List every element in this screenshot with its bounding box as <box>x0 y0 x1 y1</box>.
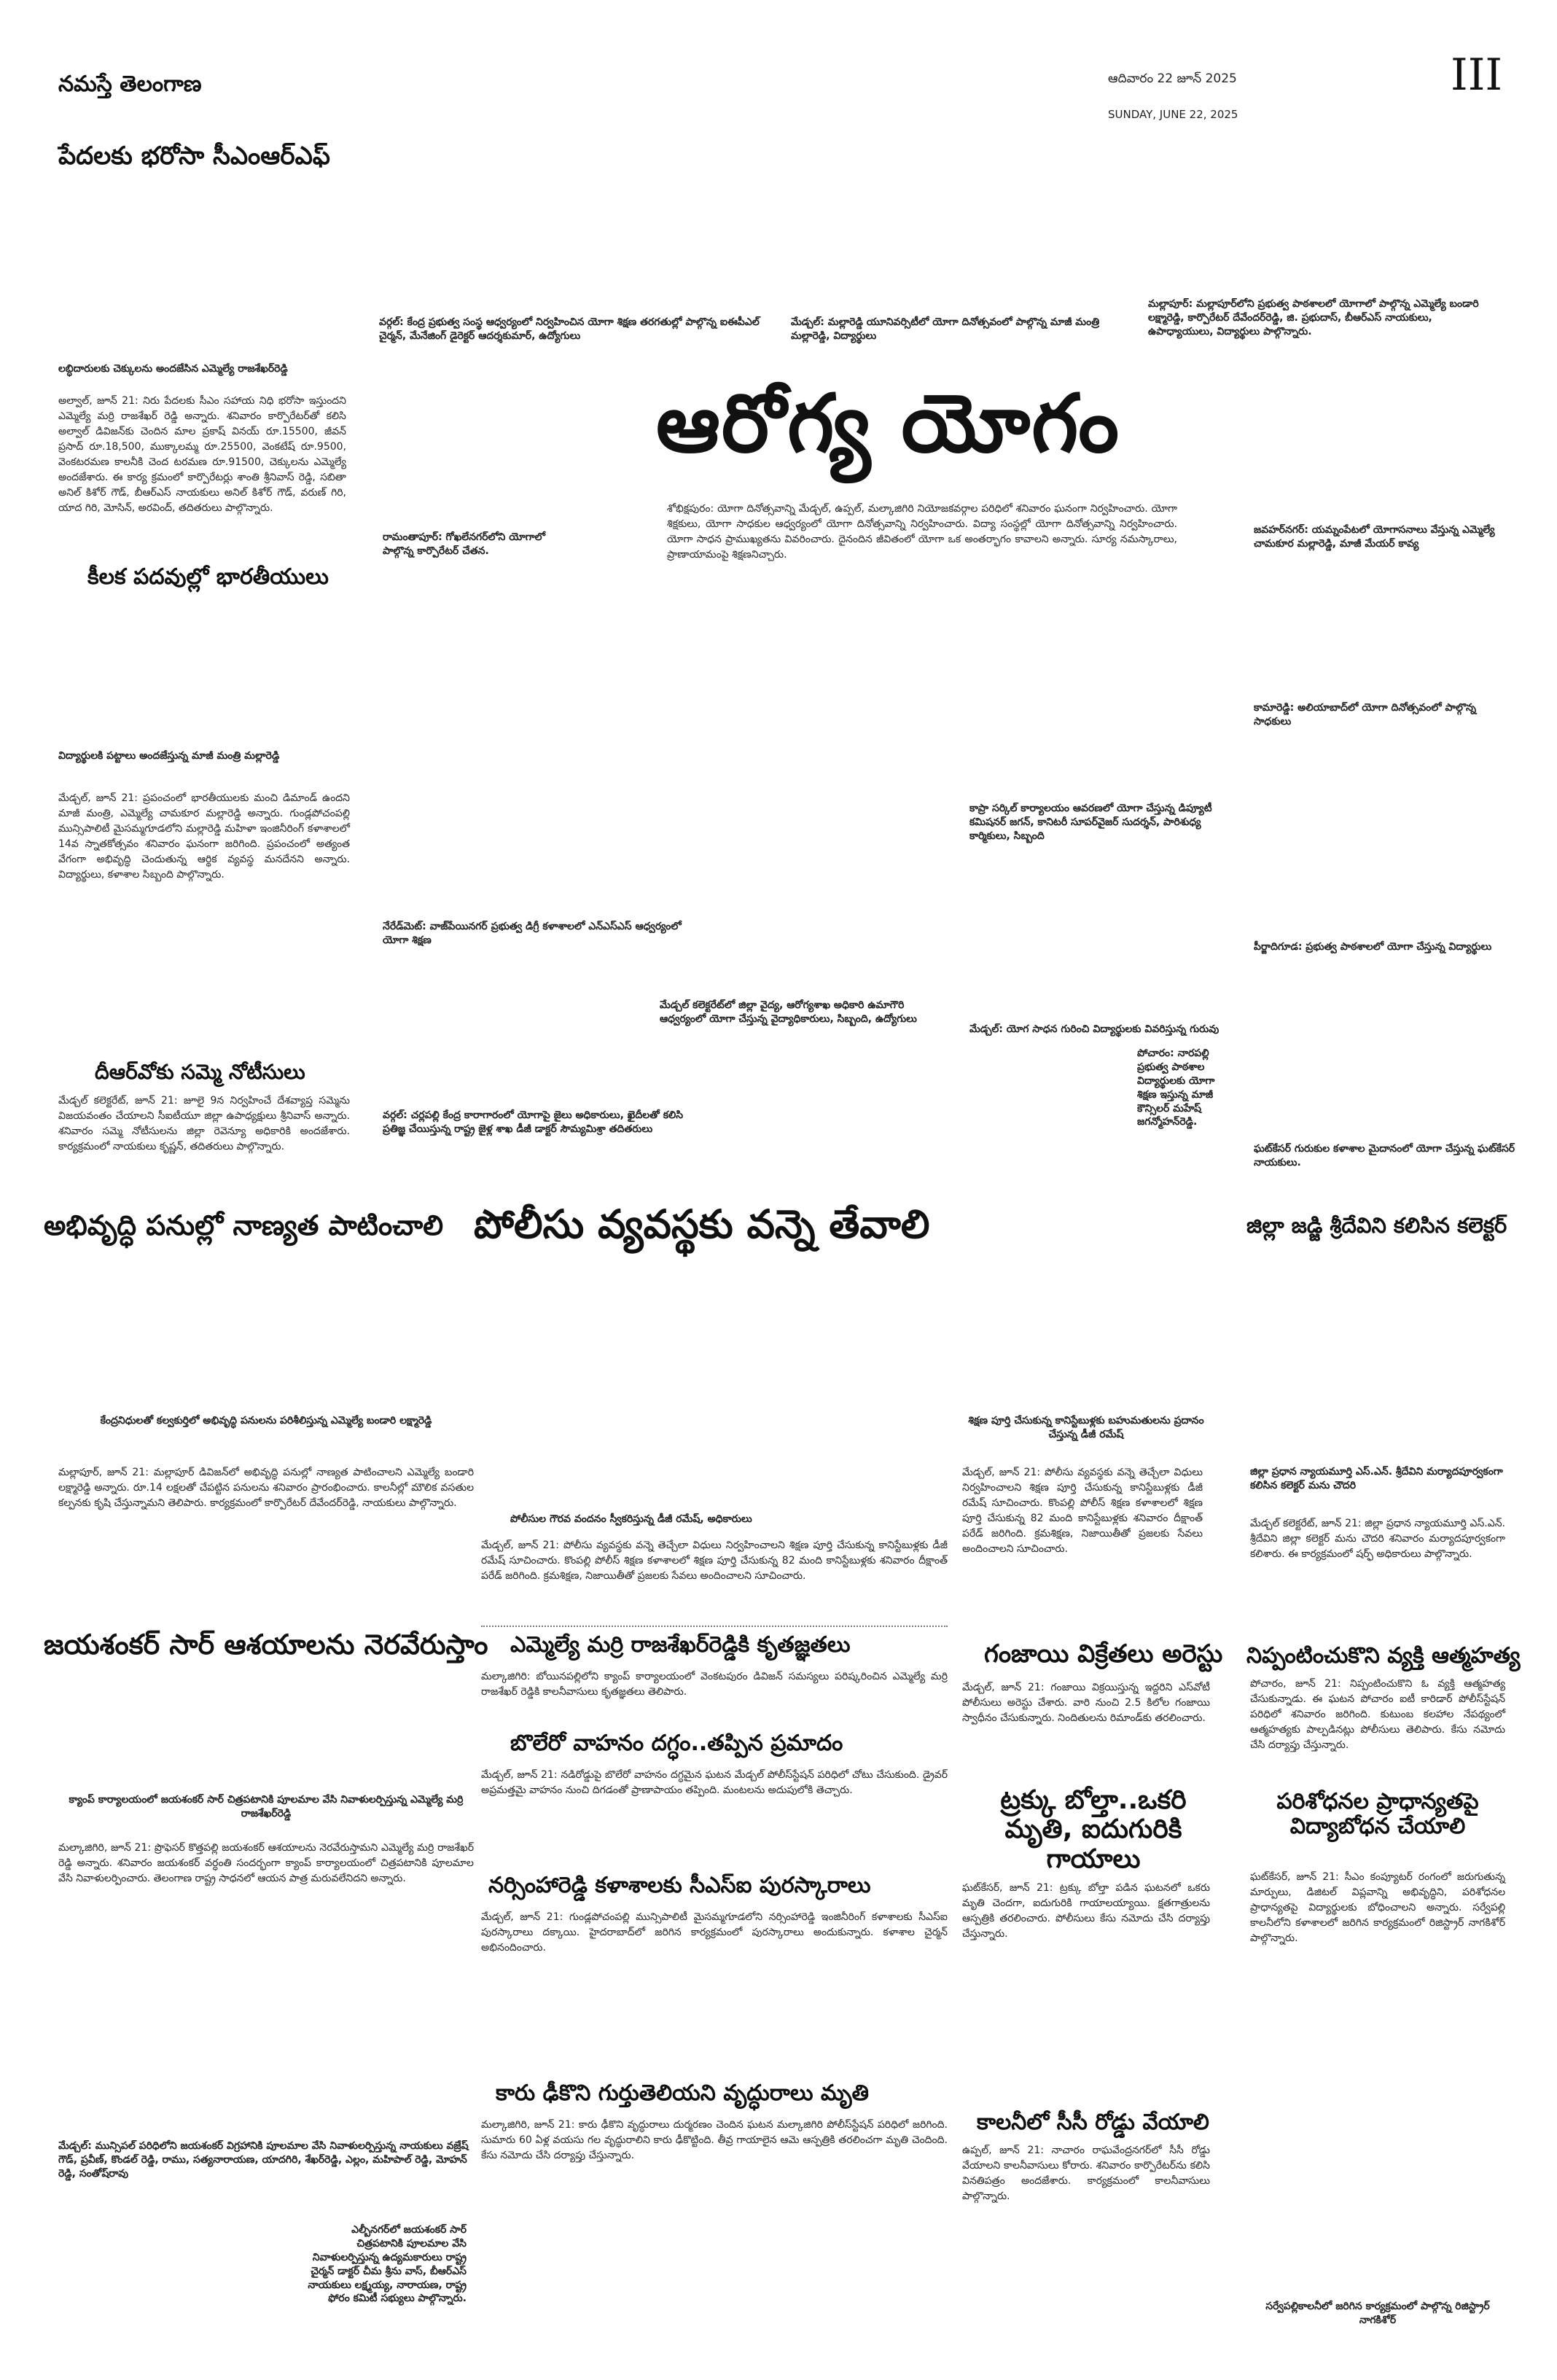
kicker-judge: జిల్లా ప్రధాన న్యాయమూర్తి ఎస్.ఎన్. శ్రీదేవిని మర్యాదపూర్వకంగా కలిసిన కలెక్టర్ మను చౌదరి <box>1250 1466 1503 1491</box>
kicker-cmrf: లబ్ధిదారులకు చెక్కులను అందజేసిన ఎమ్మెల్యే రాజశేఖర్‌రెడ్డి <box>58 363 288 375</box>
article-police: మేడ్చల్, జూన్ 21: పోలీసు వ్యవస్థకు వన్నె తెచ్చేలా విధులు నిర్వహించాలని శిక్షణ పూర్తి చేసుకున్న కానిస్టేబుళ్లకు డీజీ రమేష్ సూచించారు. కొంపల్లి పోలీస్ శిక్షణ కళాశాలలో శిక్షణ పూర్తి చేసుకున్న 82 మంది కానిస్టేబుళ్లకు శనివారం దీక్షాంత్ పరేడ్ జరిగింది. క్రమశిక్షణ, నిజాయితీతో ప్రజలకు సేవలు అందించాలని సూచించారు. <box>481 1540 948 1582</box>
caption-6: కామారెడ్డి: అలియాబాద్‌లో యోగా దినోత్సవంలో పాల్గొన్న సాధకులు <box>1254 702 1477 727</box>
article-yoga: శోభిక్షపురం: యోగా దినోత్సవాన్ని మేడ్చల్, ఉప్పల్, మల్కాజిగిరి నియోజకవర్గాల పరిధిలో శనివారం ఘనంగా నిర్వహించారు. యోగా శిక్షకులు, యోగా సాధకుల ఆధ్వర్యంలో యోగా దినోత్సవాన్ని నిర్వహించారు. విద్యా సంస్థల్లో యోగా దినోత్సవాన్ని నిర్వహించారు. యోగా సాధన ప్రాముఖ్యతను వివరించారు. దైనందిన జీవితంలో యోగా ఒక అంతర్భాగం కావాలని అన్నారు. సూర్య నమస్కారాలు, ప్రాణాయామంపై శిక్షణనిచ్చారు. <box>667 503 1177 561</box>
article-mla-thanks: మల్కాజిగిరి: బోయినపల్లిలోని క్యాంప్ కార్యాలయంలో వెంకటపురం డివిజన్ సమస్యలు పరిష్కరించిన ఎమ్మెల్యే మర్రి రాజశేఖర్ రెడ్డికి కాలనీవాసులు కృతజ్ఞతలు తెలిపారు. <box>481 1671 948 1698</box>
caption-1: వర్గల్: కేంద్ర ప్రభుత్వ సంస్థ ఆధ్వర్యంలో నిర్వహించిన యోగా శిక్షణ తరగతుల్లో పాల్గొన్న ఐఈపీఎల్ చైర్మన్, మేనేజింగ్ డైరెక్టర్ ఆదర్శకుమార్, ఉద్యోగులు <box>379 316 760 342</box>
rule-1 <box>481 1626 948 1627</box>
headline-cmrf: పేదలకు భరోసా సీఎంఆర్ఎఫ్ <box>58 141 330 171</box>
headline-ganja: గంజాయి విక్రేతలు అరెస్టు <box>984 1639 1223 1669</box>
headline-indians: కీలక పదవుల్లో భారతీయులు <box>87 564 329 590</box>
article-jayashankar: మల్కాజిగిరి, జూన్ 21: ప్రొఫెసర్ కొత్తపల్లి జయశంకర్ ఆశయాలను నెరవేరుస్తామని ఎమ్మెల్యే మర్రి రాజశేఖర్ రెడ్డి అన్నారు. శనివారం జయశంకర్ వర్ధంతి సందర్భంగా క్యాంప్ కార్యాలయంలో చిత్రపటానికి పూలమాల వేసి నివాళులర్పించారు. తెలంగాణ రాష్ట్ర సాధనలో ఆయన పాత్ర మరువలేనిదని అన్నారు. <box>58 1842 474 1884</box>
article-cmrf: అల్వాల్, జూన్ 21: నిరు పేదలకు సీఎం సహాయ నిధి భరోసా ఇస్తుందని ఎమ్మెల్యే మర్రి రాజశేఖర్ రెడ్డి అన్నారు. శనివారం కార్పొరేటర్‌తో కలిసి అల్వాల్ డివిజన్‌కు చెందిన మాల ప్రకాష్ వినయ్ రూ.15500, జీవన్ ప్రసాద్ రూ.18,500, ముక్కాలమ్మ రూ.25500, వెంకటేష్ రూ.9500, వెంకటరమణ కాలనీకి చెంద టరమణ రూ.91500, చెక్కులను ఎమ్మెల్యే అందజేశారు. ఈ కార్య క్రమంలో కార్పొరేటర్లు శాంతి శ్రీనివాస్ రెడ్డి, సబితా అనిల్ కిశోర్ గౌడ్, బీఆర్ఎస్ నాయకులు అనిల్ కిశోర్ గౌడ్, వరుణ్ గిరి, యాద గిరి, మోసిన్, అరవింద్, తదితరులు పాల్గొన్నారు. <box>58 395 346 514</box>
headline-yoga: ఆరోగ్య యోగం <box>656 377 1121 470</box>
caption-17: సర్వేపల్లికాలనీలో జరిగిన కార్యక్రమంలో పాల్గొన్న రిజిస్ట్రార్ నాగకిశోర్ <box>1265 2301 1490 2326</box>
kicker-police-right: శిక్షణ పూర్తి చేసుకున్న కానిస్టేబుళ్లకు బహుమతులను ప్రదానం చేస్తున్న డీజీ రమేష్ <box>968 1415 1204 1440</box>
article-truck: ఘట్‌కేసర్, జూన్ 21: ట్రక్కు బోల్తా పడిన ఘటనలో ఒకరు మృతి చెందగా, ఐదుగురికి గాయాలయ్యాయి. క్షతగాత్రులను ఆస్పత్రికి తరలించారు. పోలీసులు కేసు నమోదు చేసి దర్యాప్తు చేస్తున్నారు. <box>962 1882 1210 1940</box>
article-car: మల్కాజిగిరి, జూన్ 21: కారు ఢీకొని వృద్ధురాలు దుర్మరణం చెందిన ఘటన మల్కాజిగిరి పోలీస్‌స్టేషన్ పరిధిలో జరిగింది. సుమారు 60 ఏళ్ల వయసు గల వృద్ధురాలిని కారు ఢీకొట్టింది. తీవ్ర గాయాలైన ఆమె ఆస్పత్రికి తరలించగా మృతి చెందింది. కేసు నమోదు చేసి దర్యాప్తు చేస్తున్నారు. <box>481 2119 948 2161</box>
caption-9: పీర్జాదిగూడ: ప్రభుత్వ పాఠశాలలో యోగా చేస్తున్న విద్యార్థులు <box>1254 941 1492 953</box>
article-bolero: మేడ్చల్, జూన్ 21: నడిరోడ్డుపై బొలేరో వాహనం దగ్ధమైన ఘటన మేడ్చల్ పోలీస్‌స్టేషన్ పరిధిలో చోటు చేసుకుంది. డ్రైవర్ అప్రమత్తమై వాహనం నుంచి దిగడంతో ప్రాణాపాయం తప్పింది. మంటలను అదుపులోకి తెచ్చారు. <box>481 1769 948 1796</box>
caption-13: వర్గల్: చర్లపల్లి కేంద్ర కారాగారంలో యోగాపై జైలు అధికారులు, ఖైదీలతో కలిసి ప్రతిజ్ఞ చేయిస్తున్న రాష్ట్ర జైళ్ల శాఖ డీజీ డాక్టర్ సౌమ్యమిశ్రా తదితరులు <box>383 1109 684 1135</box>
dateline-english: SUNDAY, JUNE 22, 2025 <box>1108 108 1238 121</box>
headline-quality: అభివృద్ధి పనుల్లో నాణ్యత పాటించాలి <box>44 1209 444 1241</box>
headline-truck: ట్రక్కు బోల్తా..ఒకరి మృతి, ఐదుగురికి గాయాలు <box>1000 1785 1187 1874</box>
article-cc-road: ఉప్పల్, జూన్ 21: నాచారం రాఘవేంద్రనగర్‌లో సీసీ రోడ్డు వేయాలని కాలనీవాసులు కోరారు. శనివారం కార్పొరేటర్‌ను కలిసి వినతిపత్రం అందజేశారు. కార్యక్రమంలో కాలనీవాసులు పాల్గొన్నారు. <box>962 2145 1210 2202</box>
article-ganja: మేడ్చల్, జూన్ 21: గంజాయి విక్రయిస్తున్న ఇద్దరిని ఎస్‌వోటీ పోలీసులు అరెస్టు చేశారు. వారి నుంచి 2.5 కిలోల గంజాయి స్వాధీనం చేసుకున్నారు. నిందితులను రిమాండ్‌కు తరలించారు. <box>962 1682 1210 1724</box>
article-research: ఘట్‌కేసర్, జూన్ 21: సీఎం కంప్యూటర్ రంగంలో జరుగుతున్న మార్పులు, డిజిటల్ విప్లవాన్ని అభివృద్ధిని, పరిశోధనల ప్రాధాన్యతపై విద్యార్థులకు బోధించాలని అన్నారు. సర్వేపల్లి కాలనీలోని కళాశాలలో జరిగిన కార్యక్రమంలో రిజిస్ట్రార్ నాగకిశోర్ పాల్గొన్నారు. <box>1250 1871 1505 1944</box>
kicker-police: పోలీసుల గౌరవ వందనం స్వీకరిస్తున్న డీజీ రమేష్, అధికారులు <box>510 1513 752 1525</box>
article-narasimha: మేడ్చల్, జూన్ 21: గుండ్లపోచంపల్లి మున్సిపాలిటీ మైసమ్మగూడలోని నర్సింహారెడ్డి ఇంజినీరింగ్ కళాశాలకు సీఎస్‌ఐ పురస్కారాలు దక్కాయి. హైదరాబాద్‌లో జరిగిన కార్యక్రమంలో పురస్కారాలు అందుకున్నారు. కళాశాల చైర్మన్ అభినందించారు. <box>481 1911 948 1954</box>
caption-3: మల్లాపూర్: మల్లాపూర్‌లోని ప్రభుత్వ పాఠశాలలో యోగాలో పాల్గొన్న ఎమ్మెల్యే బండారి లక్ష్మారెడ్డి, కార్పొరేటర్ దేవేందర్‌రెడ్డి, జి. ప్రభుదాస్, బీఆర్ఎస్ నాయకులు, ఉపాధ్యాయులు, విద్యార్థులు పాల్గొన్నారు. <box>1148 298 1479 338</box>
article-suicide: పోచారం, జూన్ 21: నిప్పంటించుకొని ఓ వ్యక్తి ఆత్మహత్య చేసుకున్నాడు. ఈ ఘటన పోచారం ఐటీ కారిడార్ పోలీస్‌స్టేషన్ పరిధిలో శనివారం జరిగింది. కుటుంబ కలహాల నేపథ్యంలో ఆత్మహత్యకు పాల్పడినట్లు పోలీసులు తెలిపారు. కేసు నమోదు చేసి దర్యాప్తు చేస్తున్నారు. <box>1250 1678 1505 1751</box>
caption-15: మేడ్చల్: మున్సిపల్ పరిధిలోని జయశంకర్ విగ్రహానికి పూలమాల వేసి నివాళులర్పిస్తున్న నాయకులు వజ్రేష్ గౌడ్, ప్రవీణ్, కొండల్ రెడ్డి, రాము, సత్యనారాయణ, యాదగిరి, శేఖర్‌రెడ్డి, ఎల్లం, మహిపాల్ రెడ్డి, మోహన్ రెడ్డి, సంతోష్‌రావు <box>58 2140 469 2180</box>
article-indians: మేడ్చల్, జూన్ 21: ప్రపంచంలో భారతీయులకు మంచి డిమాండ్ ఉందని మాజీ మంత్రి, ఎమ్మెల్యే చామకూర మల్లారెడ్డి అన్నారు. గుండ్లపోచంపల్లి మున్సిపాలిటీ మైసమ్మగూడలోని మల్లారెడ్డి మహిళా ఇంజినీరింగ్ కళాశాలలో 14వ స్నాతకోత్సవం శనివారం ఘనంగా జరిగింది. ప్రపంచంలో అత్యంత వేగంగా అభివృద్ధి చెందుతున్న ఆర్థిక వ్యవస్థ మనదేనని అన్నారు. విద్యార్థులు, కళాశాల సిబ్బంది పాల్గొన్నారు. <box>58 792 350 881</box>
headline-cc-road: కాలనీలో సీసీ రోడ్డు వేయాలి <box>977 2110 1209 2135</box>
caption-5: జవహర్‌నగర్: యమ్నంపేటలో యోగాసనాలు వేస్తున్న ఎమ్మెల్యే చామకూర మల్లారెడ్డి, మాజీ మేయర్ కావ్య <box>1254 524 1495 550</box>
headline-police: పోలీసు వ్యవస్థకు వన్నె తేవాలి <box>474 1201 930 1247</box>
article-police-right: మేడ్చల్, జూన్ 21: పోలీసు వ్యవస్థకు వన్నె తెచ్చేలా విధులు నిర్వహించాలని శిక్షణ పూర్తి చేసుకున్న కానిస్టేబుళ్లకు డీజీ రమేష్ సూచించారు. కొంపల్లి పోలీస్ శిక్షణ కళాశాలలో శిక్షణ పూర్తి చేసుకున్న 82 మంది కానిస్టేబుళ్లకు శనివారం దీక్షాంత్ పరేడ్ జరిగింది. క్రమశిక్షణ, నిజాయితీతో ప్రజలకు సేవలు అందించాలని సూచించారు. <box>962 1467 1203 1555</box>
headline-jayashankar: జయశంకర్ సార్ ఆశయాలను నెరవేరుస్తాం <box>44 1628 488 1661</box>
headline-judge: జిల్లా జడ్జి శ్రీదేవిని కలిసిన కలెక్టర్ <box>1246 1213 1507 1238</box>
caption-7: కాప్రా సర్కిల్ కార్యాలయం ఆవరణలో యోగా చేస్తున్న డిప్యూటీ కమిషనర్ జగన్, కానిటరీ సూపర్‌వైజర్ సుదర్శన్, పారిశుధ్య కార్మికులు, సిబ్బంది <box>969 803 1212 842</box>
article-judge: మేడ్చల్ కలెక్టరేట్, జూన్ 21: జిల్లా ప్రధాన న్యాయమూర్తి ఎస్.ఎన్. శ్రీదేవిని జిల్లా కలెక్టర్ మను చౌదరి శనివారం మర్యాదపూర్వకంగా కలిశారు. ఈ కార్యక్రమంలో షర్ఫ్ అధికారులు పాల్గొన్నారు. <box>1250 1518 1505 1560</box>
caption-14: ఘట్‌కేసర్ గురుకుల కళాశాల మైదానంలో యోగా చేస్తున్న ఘట్‌కేసర్ నాయకులు. <box>1254 1143 1515 1168</box>
caption-11: మేడ్చల్: యోగ సాధన గురించి విద్యార్థులకు వివరిస్తున్న గురువు <box>969 1023 1220 1035</box>
caption-16: ఎల్బీనగర్‌లో జయశంకర్ సార్ చిత్రపటానికి పూలమాల వేసి నివాళులర్పిస్తున్న ఉద్యమకారులు రాష్ట్ర చైర్మన్ డాక్టర్ చీమ శ్రీను వాస్, బీఆర్ఎస్ నాయకులు లక్ష్మయ్య, నారాయణ, రాష్ట్ర ఫోరం కమిటీ సభ్యులు పాల్గొన్నారు. <box>308 2224 467 2305</box>
headline-car: కారు ఢీకొని గుర్తుతెలియని వృద్ధురాలు మృతి <box>496 2080 869 2106</box>
newspaper-masthead: నమస్తే తెలంగాణ <box>58 71 202 97</box>
caption-4: రామంతాపూర్: గోఖలేనగర్‌లోని యోగాలో పాల్గొన్న కార్పొరేటర్ చేతన. <box>383 531 546 557</box>
headline-research: పరిశోధనల ప్రాధాన్యతపై విద్యాబోధన చేయాలి <box>1276 1789 1479 1839</box>
headline-cheques: దీఆర్‌వోకు సమ్మె నోటీసులు <box>95 1060 305 1084</box>
article-quality: మల్లాపూర్, జూన్ 21: మల్లాపూర్ డివిజన్‌లో అభివృద్ధి పనుల్లో నాణ్యత పాటించాలని ఎమ్మెల్యే బండారి లక్ష్మారెడ్డి అన్నారు. రూ.14 లక్షలతో చేపట్టిన పనులను శనివారం ప్రారంభించారు. కాలనీల్లో మౌలిక వసతుల కల్పనకు కృషి చేస్తున్నామని తెలిపారు. కార్యక్రమంలో కార్పొరేటర్ దేవేందర్‌రెడ్డి, నాయకులు పాల్గొన్నారు. <box>58 1467 474 1509</box>
kicker-quality: కేంద్రనిధులతో కల్వకుర్తిలో అభివృద్ధి పనులను పరిశీలిస్తున్న ఎమ్మెల్యే బండారి లక్ష్మారెడ్డి <box>100 1415 432 1427</box>
headline-narasimha: నర్సింహారెడ్డి కళాశాలకు సీఎస్‌ఐ పురస్కారాలు <box>488 1873 871 1898</box>
caption-2: మేడ్చల్: మల్లారెడ్డి యూనివర్సిటీలో యోగా దినోత్సవంలో పాల్గొన్న మాజీ మంత్రి మల్లారెడ్డి, విద్యార్థులు <box>791 316 1100 342</box>
headline-bolero: బొలేరో వాహనం దగ్ధం..తప్పిన ప్రమాదం <box>510 1731 843 1756</box>
caption-8: నేరేడ్‌మెట్: వాజ్‌పేయినగర్ ప్రభుత్వ డిగ్రీ కళాశాలలో ఎన్ఎస్ఎస్ ఆధ్వర్యంలో యోగా శిక్షణ <box>383 921 682 946</box>
caption-12: పోచారం: నారపల్లి ప్రభుత్వ పాఠశాల విద్యార్థులకు యోగా శిక్షణ ఇస్తున్న మాజీ కౌన్సిలర్ మహేష్ జగన్మోహన్‌రెడ్డి. <box>1137 1047 1215 1128</box>
page-number: III <box>1451 50 1503 101</box>
headline-mla-thanks: ఎమ్మెల్యే మర్రి రాజశేఖర్‌రెడ్డికి కృతజ్ఞతలు <box>510 1632 851 1658</box>
headline-suicide: నిప్పంటించుకొని వ్యక్తి ఆత్మహత్య <box>1246 1643 1521 1669</box>
dateline-telugu: ఆదివారం 22 జూన్ 2025 <box>1108 71 1237 86</box>
article-cheques: మేడ్చల్ కలెక్టరేట్, జూన్ 21: జూలై 9న నిర్వహించే దేశవ్యాప్త సమ్మెను విజయవంతం చేయాలని సీఐటీయూ జిల్లా ఉపాధ్యక్షులు శ్రీనివాస్ అన్నారు. శనివారం సమ్మె నోటీసులను జిల్లా రెవెన్యూ అధికారికి అందజేశారు. కార్యక్రమంలో నాయకులు కృష్ణన్, తదితరులు పాల్గొన్నారు. <box>58 1095 350 1152</box>
kicker-indians: విద్యార్థులకి పట్టాలు అందజేస్తున్న మాజీ మంత్రి మల్లారెడ్డి <box>58 750 280 762</box>
kicker-jayashankar: క్యాంప్ కార్యాలయంలో జయశంకర్ సార్ చిత్రపటానికి పూలమాల వేసి నివాళులర్పిస్తున్న ఎమ్మెల్యే మర్రి రాజశేఖర్‌రెడ్డి <box>69 1794 464 1819</box>
caption-10: మేడ్చల్ కలెక్టరేట్‌లో జిల్లా వైద్య, ఆరోగ్యశాఖ అధికారి ఉమాగౌరి ఆధ్వర్యంలో యోగా చేస్తున్న వైద్యాధికారులు, సిబ్బంది, ఉద్యోగులు <box>660 999 917 1025</box>
